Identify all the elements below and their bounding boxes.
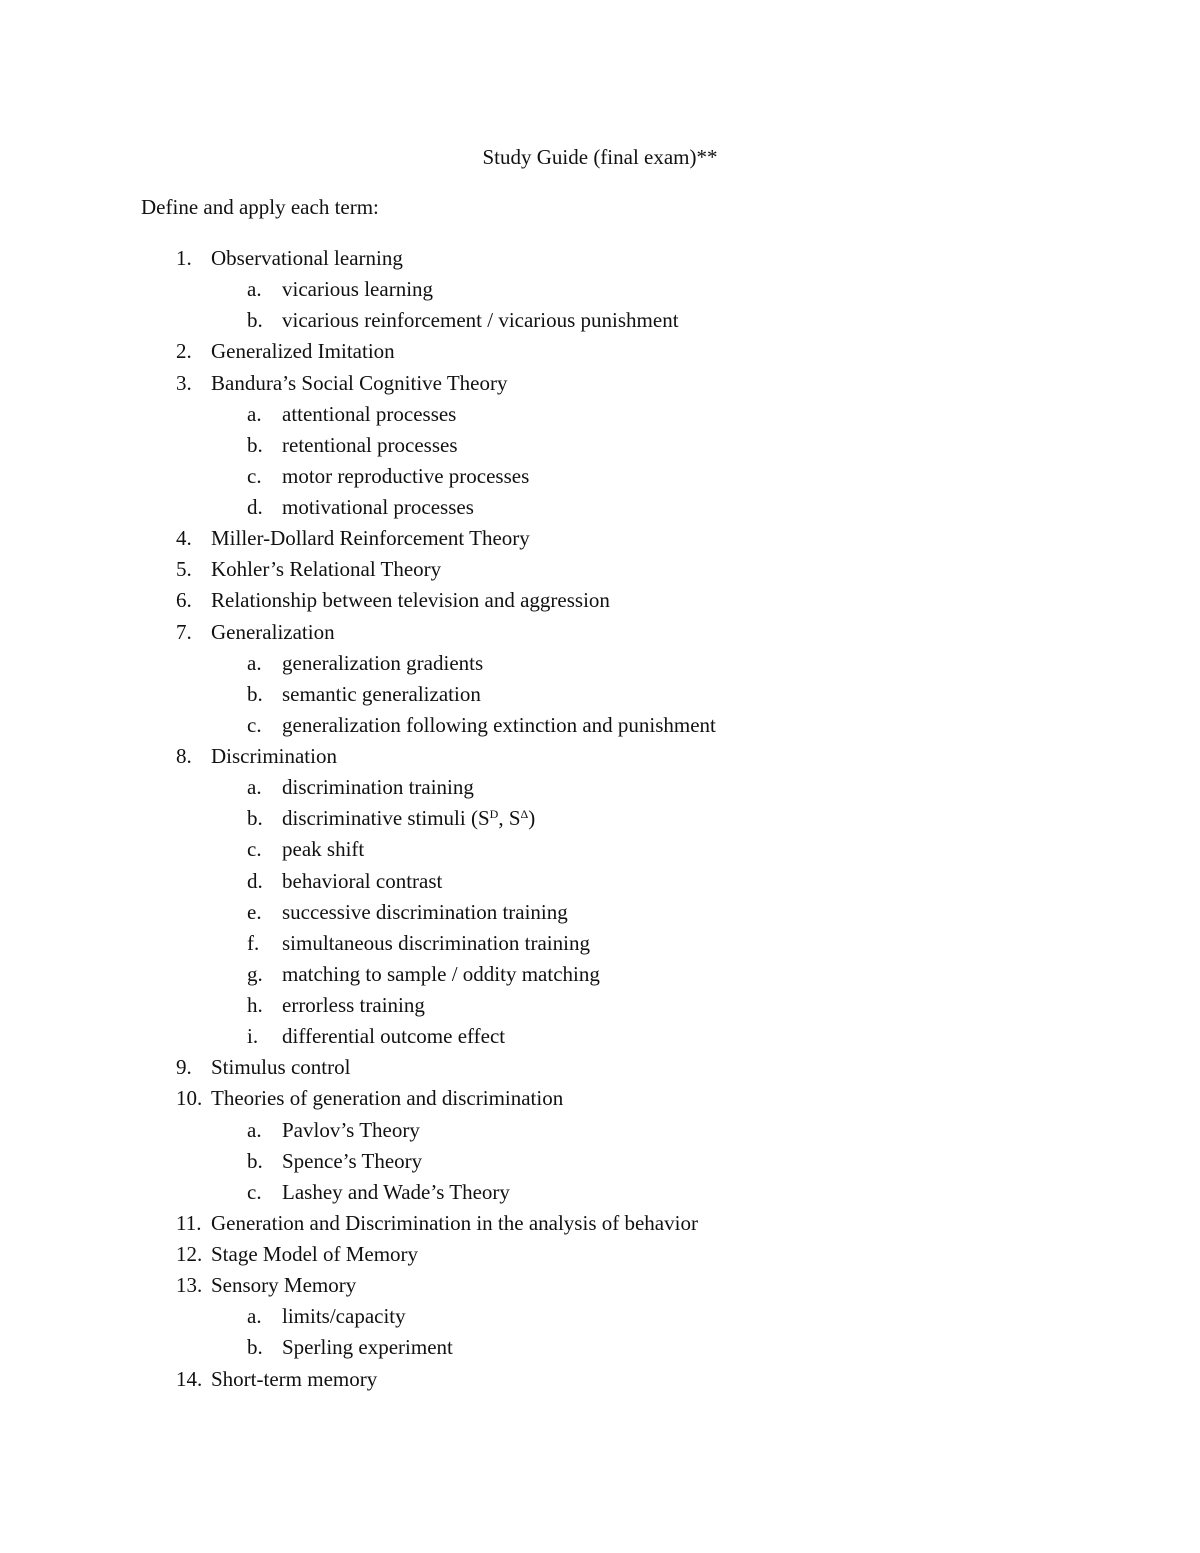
list-item: [0, 1208, 1200, 1239]
sub-item-text: generalization gradients: [282, 650, 484, 675]
sub-item-text: Sperling experiment: [282, 1335, 453, 1360]
sub-item-letter: b.: [247, 308, 263, 333]
superscript-d: D: [489, 807, 499, 822]
list-item: [0, 617, 1200, 648]
sub-item-letter: a.: [247, 650, 262, 675]
item-text: Stage Model of Memory: [211, 1242, 419, 1266]
sub-item-letter: d.: [247, 868, 263, 893]
list-item: [0, 1052, 1200, 1083]
sub-item-text: discrimination training: [282, 775, 474, 800]
item-text: Miller-Dollard Reinforcement Theory: [211, 526, 530, 551]
sub-item-text: matching to sample / oddity matching: [282, 961, 600, 986]
item-text: Relationship between television and aggression: [211, 588, 610, 613]
sub-item-text: generalization following extinction and punishment: [282, 712, 716, 737]
list-item: [0, 741, 1200, 772]
item-number: 13.: [176, 1273, 203, 1298]
sub-item-text: retentional processes: [282, 432, 458, 457]
sub-item-text: errorless training: [282, 993, 425, 1017]
item-number: 10.: [176, 1086, 203, 1111]
list-item: [0, 1083, 1200, 1114]
superscript-delta: Δ: [520, 807, 529, 822]
sub-item: [0, 305, 1200, 336]
item-text: Stimulus control: [211, 1055, 351, 1080]
instructions: Define and apply each term:: [141, 195, 379, 219]
sub-item-letter: b.: [247, 1148, 263, 1173]
list-item: [0, 1270, 1200, 1301]
item-number: 14.: [176, 1366, 203, 1391]
sub-item-text: vicarious reinforcement / vicarious punishment: [282, 308, 679, 333]
sub-item-text: motivational processes: [282, 495, 474, 519]
sub-item-letter: c.: [247, 1179, 262, 1204]
sub-item-text: semantic generalization: [282, 681, 481, 706]
item-text: Bandura’s Social Cognitive Theory: [211, 370, 508, 395]
sub-item: [0, 399, 1200, 430]
item-number: 4.: [176, 526, 192, 551]
sub-item: [0, 492, 1200, 523]
list-item: [0, 554, 1200, 585]
sub-item: [0, 1332, 1200, 1363]
item-number: 6.: [176, 588, 192, 613]
sub-item-text: successive discrimination training: [282, 899, 568, 924]
sub-item-text: differential outcome effect: [282, 1024, 506, 1049]
sub-item-text: behavioral contrast: [282, 868, 443, 893]
sub-item-letter: a.: [247, 277, 262, 302]
sub-item-letter: i.: [247, 1024, 259, 1049]
sub-item: [0, 866, 1200, 897]
item-text: Sensory Memory: [211, 1273, 357, 1298]
sub-item-letter: a.: [247, 1304, 262, 1329]
sub-item: [0, 803, 1200, 834]
list-item: [0, 368, 1200, 399]
sub-item-text-mid: , S: [498, 806, 521, 831]
list-item: [0, 1364, 1200, 1395]
sub-item: [0, 274, 1200, 305]
sub-item: [0, 1021, 1200, 1052]
sub-item-text: peak shift: [282, 837, 365, 862]
sub-item: [0, 772, 1200, 803]
term-outline: [0, 243, 1200, 1395]
item-text: Short-term memory: [211, 1366, 378, 1391]
sub-item-letter: f.: [247, 930, 260, 955]
sub-item: [0, 648, 1200, 679]
sub-item-letter: d.: [247, 495, 263, 519]
item-number: 1.: [176, 246, 192, 270]
page-title: Study Guide (final exam)**: [482, 145, 718, 169]
sub-item-letter: a.: [247, 401, 262, 426]
item-text: Generalized Imitation: [211, 339, 395, 364]
sub-item-letter: a.: [247, 775, 262, 800]
sub-item-text: simultaneous discrimination training: [282, 930, 590, 955]
list-item: [0, 585, 1200, 616]
sub-item-letter: c.: [247, 712, 262, 737]
item-number: 11.: [176, 1210, 202, 1235]
list-item: [0, 523, 1200, 554]
list-item: [0, 336, 1200, 367]
sub-item-letter: h.: [247, 993, 263, 1017]
sub-item: [0, 1115, 1200, 1146]
item-number: 5.: [176, 557, 192, 582]
item-number: 3.: [176, 370, 192, 395]
sub-item-text: vicarious learning: [282, 277, 434, 302]
sub-item-letter: b.: [247, 806, 263, 831]
sub-item-text: motor reproductive processes: [282, 463, 530, 488]
sub-item-letter: g.: [247, 961, 263, 986]
sub-item-letter: c.: [247, 463, 262, 488]
sub-item: [0, 1146, 1200, 1177]
sub-item-text: Lashey and Wade’s Theory: [282, 1179, 510, 1204]
sub-item: [0, 461, 1200, 492]
sub-item: [0, 959, 1200, 990]
sub-item-letter: b.: [247, 432, 263, 457]
sub-item: [0, 710, 1200, 741]
item-number: 7.: [176, 619, 192, 644]
sub-item: [0, 430, 1200, 461]
item-text: Observational learning: [211, 246, 403, 270]
item-number: 9.: [176, 1055, 192, 1080]
item-text: Kohler’s Relational Theory: [211, 557, 442, 582]
sub-item: [0, 834, 1200, 865]
sub-item-letter: b.: [247, 1335, 263, 1360]
sub-item: [0, 1177, 1200, 1208]
sub-item: [0, 928, 1200, 959]
item-number: 2.: [176, 339, 192, 364]
item-number: 12.: [176, 1242, 203, 1266]
sub-item-letter: b.: [247, 681, 263, 706]
sub-item-letter: a.: [247, 1117, 262, 1142]
item-text: Generation and Discrimination in the analysis of behavior: [211, 1210, 698, 1235]
item-text: Discrimination: [211, 744, 337, 768]
sub-item-text-end: ): [528, 806, 536, 831]
list-item: [0, 243, 1200, 274]
item-text: Theories of generation and discrimination: [211, 1086, 564, 1111]
sub-item-text: [282, 803, 535, 834]
sub-item: [0, 990, 1200, 1021]
sub-item-text: Pavlov’s Theory: [282, 1117, 420, 1142]
item-text: Generalization: [211, 619, 335, 644]
sub-item: [0, 897, 1200, 928]
sub-item-letter: e.: [247, 899, 262, 924]
sub-item-text: Spence’s Theory: [282, 1148, 423, 1173]
sub-item-text-start: discriminative stimuli (S: [282, 806, 490, 831]
sub-item-text: attentional processes: [282, 401, 457, 426]
sub-item-text: limits/capacity: [282, 1304, 406, 1329]
list-item: [0, 1239, 1200, 1270]
sub-item: [0, 1301, 1200, 1332]
sub-item: [0, 679, 1200, 710]
item-number: 8.: [176, 744, 192, 768]
sub-item-letter: c.: [247, 837, 262, 862]
